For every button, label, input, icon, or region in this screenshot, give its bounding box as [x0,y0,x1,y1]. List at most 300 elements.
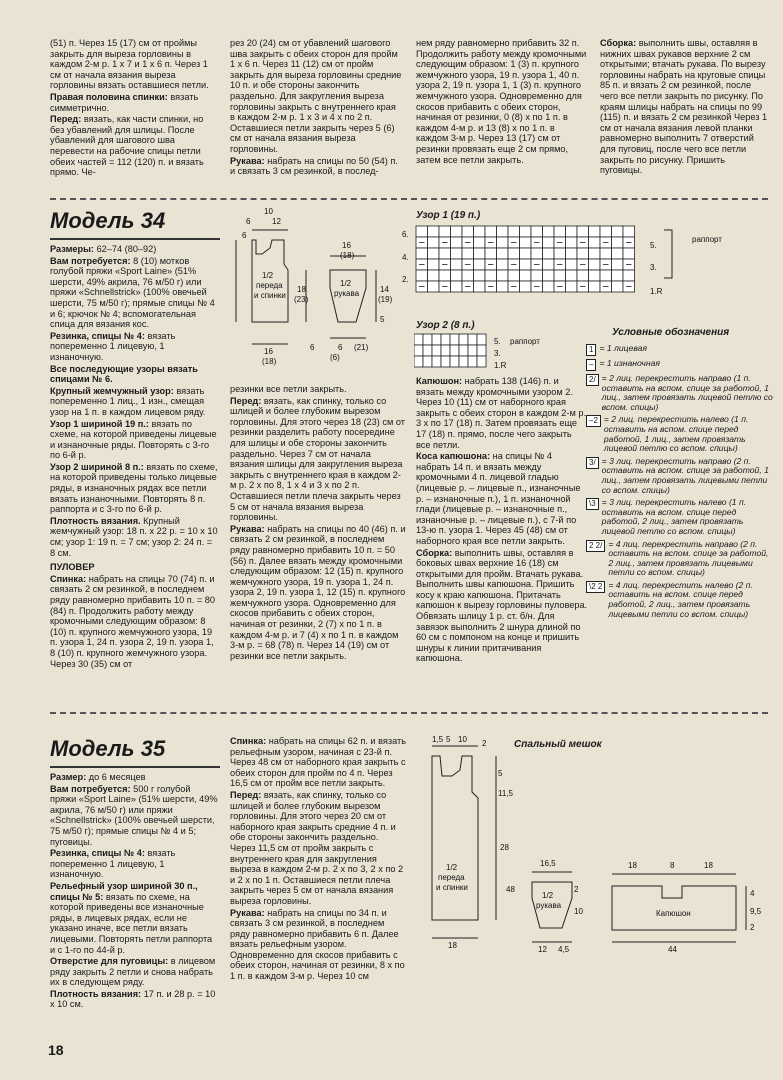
legend-symbol: –2 [586,415,601,427]
dim-label: (21) [354,343,369,352]
stitch-cell [497,237,509,248]
stitch-cell [543,248,555,259]
paragraph-text: вязать попеременно 1 лицевую, 1 изнаночную. [50,330,176,362]
stitch-cell [520,270,532,281]
paragraph-heading: Вам потребуется: [50,255,131,266]
paragraph-heading: Перед: [50,114,82,125]
m34-pearl [50,386,218,418]
stitch-cell [416,270,428,281]
legend-symbol: 2/ [586,374,599,386]
legend-symbol: \2 2 [586,581,605,593]
paragraph-heading: Размер: [50,772,87,782]
stitch-cell [477,345,486,356]
stitch-cell [474,281,486,292]
row-label: 5. [650,241,657,250]
legend-symbol: 2 2/ [586,540,605,552]
stitch-cell [439,226,451,237]
paragraph-heading: Узор 1 шириной 19 п.: [50,418,149,429]
stitch-cell [485,226,497,237]
rapport-bracket [664,230,672,278]
dim-label: (18) [340,251,355,260]
dim-label: 6 [242,231,247,240]
front-back-label: переда [438,873,465,882]
legend-text: = 3 лиц. перекрестить направо (2 п. оставить на вспом. спице за работой, 1 лиц., затем провязать лицевыми петли со вспом. спицы) [601,455,769,495]
uzor2-title: Узор 2 (8 п.) [416,320,475,331]
paragraph-text: в лицевом ряду закрыть 2 петли и снова набрать их в следующем ряду. [50,956,216,988]
dim-label: 18 [628,861,637,870]
front-back-outline [432,756,478,920]
stitch-cell [474,248,486,259]
stitch-cell [497,270,509,281]
stitch-cell [508,226,520,237]
paragraph-heading: Правая половина спинки: [50,91,168,102]
m35-rib [50,848,218,880]
top-col2-p1: рез 20 (24) см от убавлений шагового шва закрыть с обеих сторон для пройм 1 x 6 п. Через 11 (12) см от пройм закрыть для выреза горловины средние 10 п. и обе стороны закончить раздельно. Для закругления выреза горловины закрыть с внутреннего края в каждом 2-м р. 1 x 3 и 4 x по 2 п. Оставшиеся петли закрыть через 5 (6) см от начала вязания выреза горловины. [230,38,402,154]
front-back-label: и спинки [436,883,468,892]
stitch-cell [566,281,578,292]
paragraph-text: вязать по схеме, на которой приведены лицевые и изнаночные ряды. Повторять с 3-го по 6-й р. [50,418,217,461]
stitch-cell [451,270,463,281]
paragraph-text: набрать на спицы по 34 п. и связать 3 см резинкой, в последнем ряду равномерно прибавить 6 п. Далее вязать рельефным узором. Одновременно для скосов прибавить с обеих сторон, начиная от резинки, 8 x по 1 п. в каждом 3-м р. Через 10 см [230,907,405,982]
stitch-cell [589,226,601,237]
stitch-cell [474,270,486,281]
row-label: 3. [494,349,501,358]
legend-item [586,359,774,371]
paragraph-heading: Вам потребуется: [50,783,131,794]
sleeve-label: рукава [536,901,562,910]
paragraph-heading: Крупный жемчужный узор: [50,385,174,396]
dim-label: 10 [574,907,583,916]
paragraph-heading: Резинка, спицы № 4: [50,330,145,341]
top-col4-p1 [600,38,768,176]
legend-symbol: – [586,359,596,371]
dim-label: 18 [297,285,306,294]
paragraph-heading: Рельефный узор шириной 30 п., спицы № 5: [50,880,198,902]
uzor2-grid [414,334,486,367]
stitch-cell [432,334,441,345]
legend-text: = 2 лиц. перекрестить направо (1 п. оставить на вспом. спице за работой, 1 лиц., затем провязать лицевой петлю со вспом. спицы) [601,373,773,412]
page-number: 18 [48,1042,64,1058]
model34-col-1 [50,244,218,670]
stitch-cell [566,248,578,259]
model35-schema [412,732,772,962]
stitch-cell [577,226,589,237]
m34-gauge [50,516,218,558]
stitch-cell [450,356,459,367]
stitch-cell [439,248,451,259]
stitch-cell [577,270,589,281]
paragraph-heading: Плотность вязания. [50,515,141,526]
m34-assembly [416,548,588,665]
paragraph-text: Крупный жемчужный узор: 18 п. x 22 р. = 10 x 10 см; узор 1: 19 п. = 7 см; узор 2: 24 п. = 8 см. [50,515,218,558]
stitch-cell [612,226,624,237]
model34-title: Модель 34 [50,208,166,233]
paragraph-text: выполнить швы, оставляя в нижних швах рукавов верхние 2 см открытыми; втачать рукава. По вырезу горловины набрать на круговые спицы 85 п. и вязать 2 см резинкой, после чего все петли закрыть по рисунку. По краям шлицы набрать на спицы по 99 (115) п. и вязать 2 см резинкой Через 1 см от начала вязания левой планки равномерно выполнить 7 отверстий для пуговиц, после чего все петли закрыть по рисунку. Пришить пуговицы. [600,38,768,176]
rapport-label: раппорт [510,337,540,346]
stitch-cell [468,345,477,356]
stitch-cell [468,356,477,367]
hood-outline [612,886,736,930]
paragraph-text: набрать на спицы 70 (74) п. и связать 2 см резинкой, в последнем ряду равномерно прибавить 10 п. = 80 (84) п. Продолжить работу между кромочными следующим образом: 8 (10) п. крупного жемчужного узора, 19 п. узора 1, 24 п. узора 2, 19 п. узора 1, 8 (10) п. крупного жемчужного узора. Через 30 (35) см от [50,573,215,669]
legend-symbol: 3/ [586,457,599,469]
stitch-cell [477,334,486,345]
model34-col-2 [230,384,406,662]
row-label: 1.R [494,361,507,370]
stitch-cell [497,259,509,270]
stitch-cell [497,226,509,237]
title-underline [50,238,220,240]
dim-label: 14 [380,285,389,294]
stitch-cell [468,334,477,345]
front-back-label: 1/2 [262,271,274,280]
paragraph-heading: Отверстие для пуговицы: [50,956,169,967]
stitch-cell [612,281,624,292]
paragraph-heading: Спинка: [230,736,267,746]
paragraph-heading: Спинка: [50,573,87,584]
dim-label: 18 [448,941,457,950]
top-col-2 [230,38,402,178]
stitch-cell [459,345,468,356]
paragraph-heading: Перед: [230,789,262,800]
dim-label: (23) [294,295,309,304]
stitch-cell [612,237,624,248]
paragraph-text: вязать попеременно 1 лицевую, 1 изнаночную. [50,848,176,880]
dim-label: 44 [668,945,677,954]
stitch-cell [577,248,589,259]
sleeping-bag-title: Спальный мешок [514,739,602,750]
dim-label: 10 [458,735,467,744]
stitch-cell [623,270,635,281]
m34-rib [50,331,218,363]
paragraph-text: набрать 138 (146) п. и вязать между кромочными узором 2. Через 10 (11) см от наборного края закрыть с обеих сторон в каждом 2-м р. 3 x по 17 (18) п. Затем провязать еще 17 (18) п. прямо, после чего закрыть все петли. [416,376,587,450]
dim-label: 48 [506,885,515,894]
paragraph-text: набрать на спицы по 50 (54) п. и связать 3 см резинкой, в послед- [230,155,398,177]
stitch-cell [428,281,440,292]
dim-label: 18 [704,861,713,870]
row-label: 2. [402,275,409,284]
dim-label: 2 [750,923,755,932]
model35-col-2 [230,736,406,983]
section-divider [50,712,768,714]
legend-item [586,498,774,536]
dim-label: 4,5 [558,945,570,954]
stitch-cell [416,226,428,237]
paragraph-text: вязать симметрично. [50,91,199,113]
stitch-cell [566,226,578,237]
paragraph-text: 17 п. и 28 р. = 10 x 10 см. [50,988,216,1010]
dim-label: 4 [750,889,755,898]
stitch-cell [462,248,474,259]
stitch-cell [428,226,440,237]
top-col1-p1: (51) п. Через 15 (17) см от проймы закрыть для выреза горловины в каждом 2-м р. 1 x 7 и 1 x 6 п. Через 1 см от начала вязания выреза горловины вязать оставшиеся петли. [50,38,209,91]
uzor2-chart [414,332,594,372]
dim-label: 11,5 [498,789,513,798]
stitch-cell [554,226,566,237]
m35-materials [50,784,218,848]
uzor1-title: Узор 1 (19 п.) [416,210,481,221]
paragraph-heading: Размеры: [50,244,94,254]
stitch-cell [589,248,601,259]
dim-label: 2 [574,885,579,894]
stitch-cell [520,281,532,292]
paragraph-heading: Сборка: [600,38,637,48]
stitch-cell [497,281,509,292]
dim-label: 5 [498,769,503,778]
m35-front [230,790,406,907]
paragraph-text: вязать попеременно 1 лиц., 1 изн., смещая узор на 1 п. в каждом лицевом ряду. [50,385,206,417]
stitch-cell [589,259,601,270]
paragraph-text: вязать по схеме, на которой приведены все изнаночные ряды, в лицевых рядах, если не указано иначе, все петли вязать лицевыми. Повторять петли раппорта и с 1-го по 44-й р. [50,891,213,955]
m34-needles [50,364,218,385]
legend-title: Условные обозначения [612,327,730,338]
stitch-cell [589,281,601,292]
paragraph-text: выполнить швы, оставляя в боковых швах верхние 16 (18) см открытыми для пройм. Втачать рукава. Выполнить швы капюшона. Пришить косу к краю капюшона. Притачать капюшон к вырезу горловины пуловера. Обвязать шлицу 1 р. ст. б/н. Для завязок выполнить 2 шнура длиной по 60 см с помпоном на конце и пришить шнуры к линии притачивания капюшона. [416,547,588,664]
stitch-cell [441,334,450,345]
stitch-cell [600,270,612,281]
m34-sleeves [230,524,406,662]
legend-symbol: \3 [586,498,599,510]
top-col3-p1: нем ряду равномерно прибавить 32 п. Продолжить работу между кромочными следующим образом: 1 (3) п. крупного жемчужного узора, 19 п. узора 1, 40 п. узора 2, 19 п. узора 1, 1 (3) п. крупного жемчужного узора. Одновременно для скосов прибавить с обеих сторон, начиная от резинки, 0 (8) x по 1 п. в каждом 4-м р. и 13 (8) x по 1 п. в каждом 3-м р. Через 13 (17) см от резинки провязать еще 2 см прямо, затем все петли закрыть. [416,38,587,165]
sleeve-label: 1/2 [542,891,554,900]
stitch-cell [543,226,555,237]
stitch-cell [589,270,601,281]
legend-item [586,344,774,356]
top-col-4 [600,38,768,177]
dim-label: 12 [538,945,547,954]
stitch-cell [451,237,463,248]
dim-label: 2 [482,739,487,748]
m35-buttonhole [50,956,218,988]
stitch-cell [462,270,474,281]
m34-back [50,574,218,669]
sleeve-label: рукава [334,289,360,298]
legend-text: = 4 лиц. перекрестить направо (2 п. оставить на вспом. спице за работой, 2 лиц., затем провязать лицевыми петли со вспом. спицы) [608,538,769,578]
stitch-cell [543,237,555,248]
stitch-cell [623,248,635,259]
stitch-cell [450,334,459,345]
stitch-cell [600,248,612,259]
stitch-cell [423,334,432,345]
m34-col2-p1: резинки все петли закрыть. [230,384,347,394]
stitch-cell [612,248,624,259]
dim-label: 16 [264,347,273,356]
stitch-cell [520,237,532,248]
top-col2-p2 [230,156,402,177]
m35-relief [50,881,218,955]
stitch-cell [416,248,428,259]
paragraph-heading: Все последующие узоры вязать спицами № 6. [50,363,198,385]
m34-pullover [50,562,218,573]
m34-pattern1 [50,419,218,461]
legend-item [586,374,774,412]
paragraph-text: 8 (10) мотков голубой пряжи «Sport Laine» (51% шерсти, 49% акрила, 76 м/50 г) или пряжи «Schnellstrick» (100% овечьей шерсти, 75 м/50 г); прямые спицы № 4 и 6; крючок № 4; вспомогательная спица для вязания кос. [50,255,215,330]
m34-size [50,244,218,255]
top-col-3 [416,38,588,166]
m34-front [230,396,406,523]
stitch-cell [623,226,635,237]
paragraph-text: вязать, как части спинки, но без убавлений для шлицы. После убавлений для шагового шва перевести на рабочие спицы петли обеих частей = 112 (120) п. и вязать прямо. Че- [50,114,204,178]
title-underline [50,766,220,768]
stitch-cell [451,281,463,292]
paragraph-heading: Рукава: [230,523,265,534]
dim-label: 5 [380,315,385,324]
stitch-cell [451,226,463,237]
paragraph-text: на спицы № 4 набрать 14 п. и вязать между кромочными 4 п. лицевой гладью (лицевые р. – лицевые п., изнаночные р. – изнаночные п.), 1 п. изнаночной глади (лицевые р. – изнаночные п., изнаночные р. – лицевые п.), с 7-й по 13-ю п. узора 1. Через 45 (48) см от наборного края все петли закрыть. [416,451,581,546]
rapport-label: раппорт [692,235,722,244]
legend [586,344,774,622]
m35-back [230,736,406,789]
legend-symbol: 1 [586,344,596,356]
model34-col-3 [416,376,588,665]
dim-label: 8 [670,861,675,870]
m35-gauge [50,989,218,1010]
stitch-cell [543,281,555,292]
paragraph-heading: ПУЛОВЕР [50,562,95,573]
legend-text: = 1 лицевая [599,343,648,353]
stitch-cell [477,356,486,367]
model34-pattern-schema [226,204,406,380]
stitch-cell [566,237,578,248]
stitch-cell [459,356,468,367]
legend-item [586,457,774,495]
legend-text: = 3 лиц. перекрестить налево (1 п. оставить на вспом. спице перед работой, 2 лиц., затем провязать лицевой петлю со вспом. спицы) [601,497,747,536]
dim-label: 12 [272,217,281,226]
row-label: 4. [402,253,409,262]
m34-pattern2 [50,462,218,515]
stitch-cell [451,248,463,259]
stitch-cell [414,334,423,345]
stitch-cell [554,270,566,281]
stitch-cell [439,270,451,281]
stitch-cell [497,248,509,259]
paragraph-heading: Рукава: [230,907,265,918]
model35-title: Модель 35 [50,736,166,761]
paragraph-heading: Плотность вязания: [50,988,142,999]
stitch-cell [554,248,566,259]
legend-text: = 2 лиц. перекрестить налево (1 п. оставить на вспом. спице перед работой, 1 лиц., затем провязать лицевой петлю со вспом. спицы) [603,414,749,454]
paragraph-heading: Резинка, спицы № 4: [50,848,145,859]
stitch-cell [566,270,578,281]
stitch-cell [459,334,468,345]
m35-sleeves [230,908,406,982]
stitch-cell [474,226,486,237]
stitch-cell [485,270,497,281]
stitch-cell [612,259,624,270]
paragraph-heading: Перед: [230,395,262,406]
m34-braid [416,451,588,546]
paragraph-text: набрать на спицы по 40 (46) п. и связать 2 см резинкой, в последнем ряду равномерно прибавить 10 п. = 50 (56) п. Далее вязать между кромочными следующим образом: 12 (15) п. крупного жемчужного узора, 19 п. узора 1, 24 п. узора 2, 19 п. узора 1, 12 (15) п. крупного жемчужного узора. Одновременно для скосов прибавить с обеих сторон, начиная от резинки, 2 (7) x по 1 п. в каждом 4-м р. и 7 (4) x по 1 п. в каждом 3-м р. = 68 (78) п. Через 14 (19) см от резинки все петли закрыть. [230,523,406,661]
stitch-cell [474,259,486,270]
dim-label: 6 [338,343,343,352]
top-col1-p2 [50,92,216,113]
dim-label: 9,5 [750,907,762,916]
dim-label: 10 [264,207,273,216]
stitch-cell [432,356,441,367]
stitch-cell [520,259,532,270]
stitch-cell [432,345,441,356]
stitch-cell [543,270,555,281]
stitch-cell [531,248,543,259]
dim-label: 6 [310,343,315,352]
stitch-cell [428,248,440,259]
hood-label: Капюшон [656,909,691,918]
paragraph-heading: Капюшон: [416,376,463,386]
stitch-cell [414,356,423,367]
m34-materials [50,256,218,330]
stitch-cell [428,270,440,281]
dim-label: (19) [378,295,393,304]
stitch-cell [441,356,450,367]
stitch-cell [414,345,423,356]
stitch-cell [566,259,578,270]
stitch-cell [428,259,440,270]
paragraph-text: до 6 месяцев [88,772,146,782]
top-col-1 [50,38,216,179]
uzor1-grid [416,226,635,292]
paragraph-text: 500 г голубой пряжи «Sport Laine» (51% шерсти, 49% акрила, 76 м/50 г) или пряжи «Schnellstrick» (100% овечьей шерсти, 75 м/50 г); прямые спицы № 4 и 5; пуговицы. [50,783,218,847]
legend-item [586,581,774,619]
paragraph-heading: Сборка: [416,547,453,558]
stitch-cell [441,345,450,356]
paragraph-heading: Коса капюшона: [416,451,491,462]
dim-label: 6 [246,217,251,226]
sleeve-label: 1/2 [340,279,352,288]
stitch-cell [450,345,459,356]
paragraph-text: набрать на спицы 62 п. и вязать рельефным узором, начиная с 23-й п. Через 48 см от наборного края закрыть с обеих сторон для пройм по 4 п. Через 16,5 см от пройм все петли закрыть. [230,736,406,789]
dim-label: 5 [446,735,451,744]
stitch-cell [531,270,543,281]
front-back-label: 1/2 [446,863,458,872]
dim-label: 16 [342,241,351,250]
legend-text: = 4 лиц. перекрестить налево (2 п. оставить на вспом. спице перед работой, 2 лиц., затем провязать лицевыми петли со вспом. спицы) [608,579,753,619]
legend-item [586,415,774,453]
dim-label: 28 [500,843,509,852]
stitch-cell [543,259,555,270]
stitch-cell [508,270,520,281]
stitch-cell [612,270,624,281]
stitch-cell [428,237,440,248]
row-label: 1.R [650,287,663,296]
row-label: 5. [494,337,501,346]
stitch-cell [508,248,520,259]
stitch-cell [600,226,612,237]
front-back-label: и спинки [254,291,286,300]
dim-label: (6) [330,353,340,362]
row-label: 3. [650,263,657,272]
paragraph-heading: Рукава: [230,155,265,166]
stitch-cell [485,248,497,259]
stitch-cell [520,248,532,259]
legend-item [586,540,774,578]
dim-label: 1,5 [432,735,444,744]
uzor1-chart [402,222,732,314]
top-col1-p3 [50,114,216,178]
stitch-cell [520,226,532,237]
row-label: 6. [402,230,409,239]
m35-size [50,772,218,783]
stitch-cell [451,259,463,270]
paragraph-text: вязать, как спинку, только со шлицей и более глубоким вырезом горловины. Для этого через 18 (23) см от резинки разделить работу посередине для шлицы и обе стороны закончить раздельно. Через 7 см от начала вязания шлицы для закругления выреза закрыть с внутреннего края в каждом 2-м р. 2 x по 8, 1 x 4 и 3 x по 2 п. Оставшиеся петли плеча закрыть через 5 см от начала вязания выреза горловины. [230,395,405,523]
front-back-label: переда [256,281,283,290]
paragraph-text: вязать, как спинку, только со шлицей и более глубоким вырезом горловины. Для этого через 20 см от наборного края закрыть средние 4 п. и обе стороны закончить раздельно. Через 11,5 см от пройм закрыть с внутреннего края для закругления выреза в каждом 2-м р. 2 x по 3, 2 x по 2 и 2 x по 1 п. Оставшиеся петли плеча закрыть через 5 см от начала вязания выреза горловины. [230,789,404,906]
paragraph-text: вязать по схеме, на которой приведены только лицевые ряды, в изнаночных рядах все петли вязать изнаночными. Повторять 8 п. раппорта и с 3-го по 6-й р. [50,461,218,515]
stitch-cell [423,356,432,367]
m34-hood [416,376,588,450]
stitch-cell [462,226,474,237]
section-divider [50,198,768,200]
dim-label: 16,5 [540,859,556,868]
stitch-cell [423,345,432,356]
